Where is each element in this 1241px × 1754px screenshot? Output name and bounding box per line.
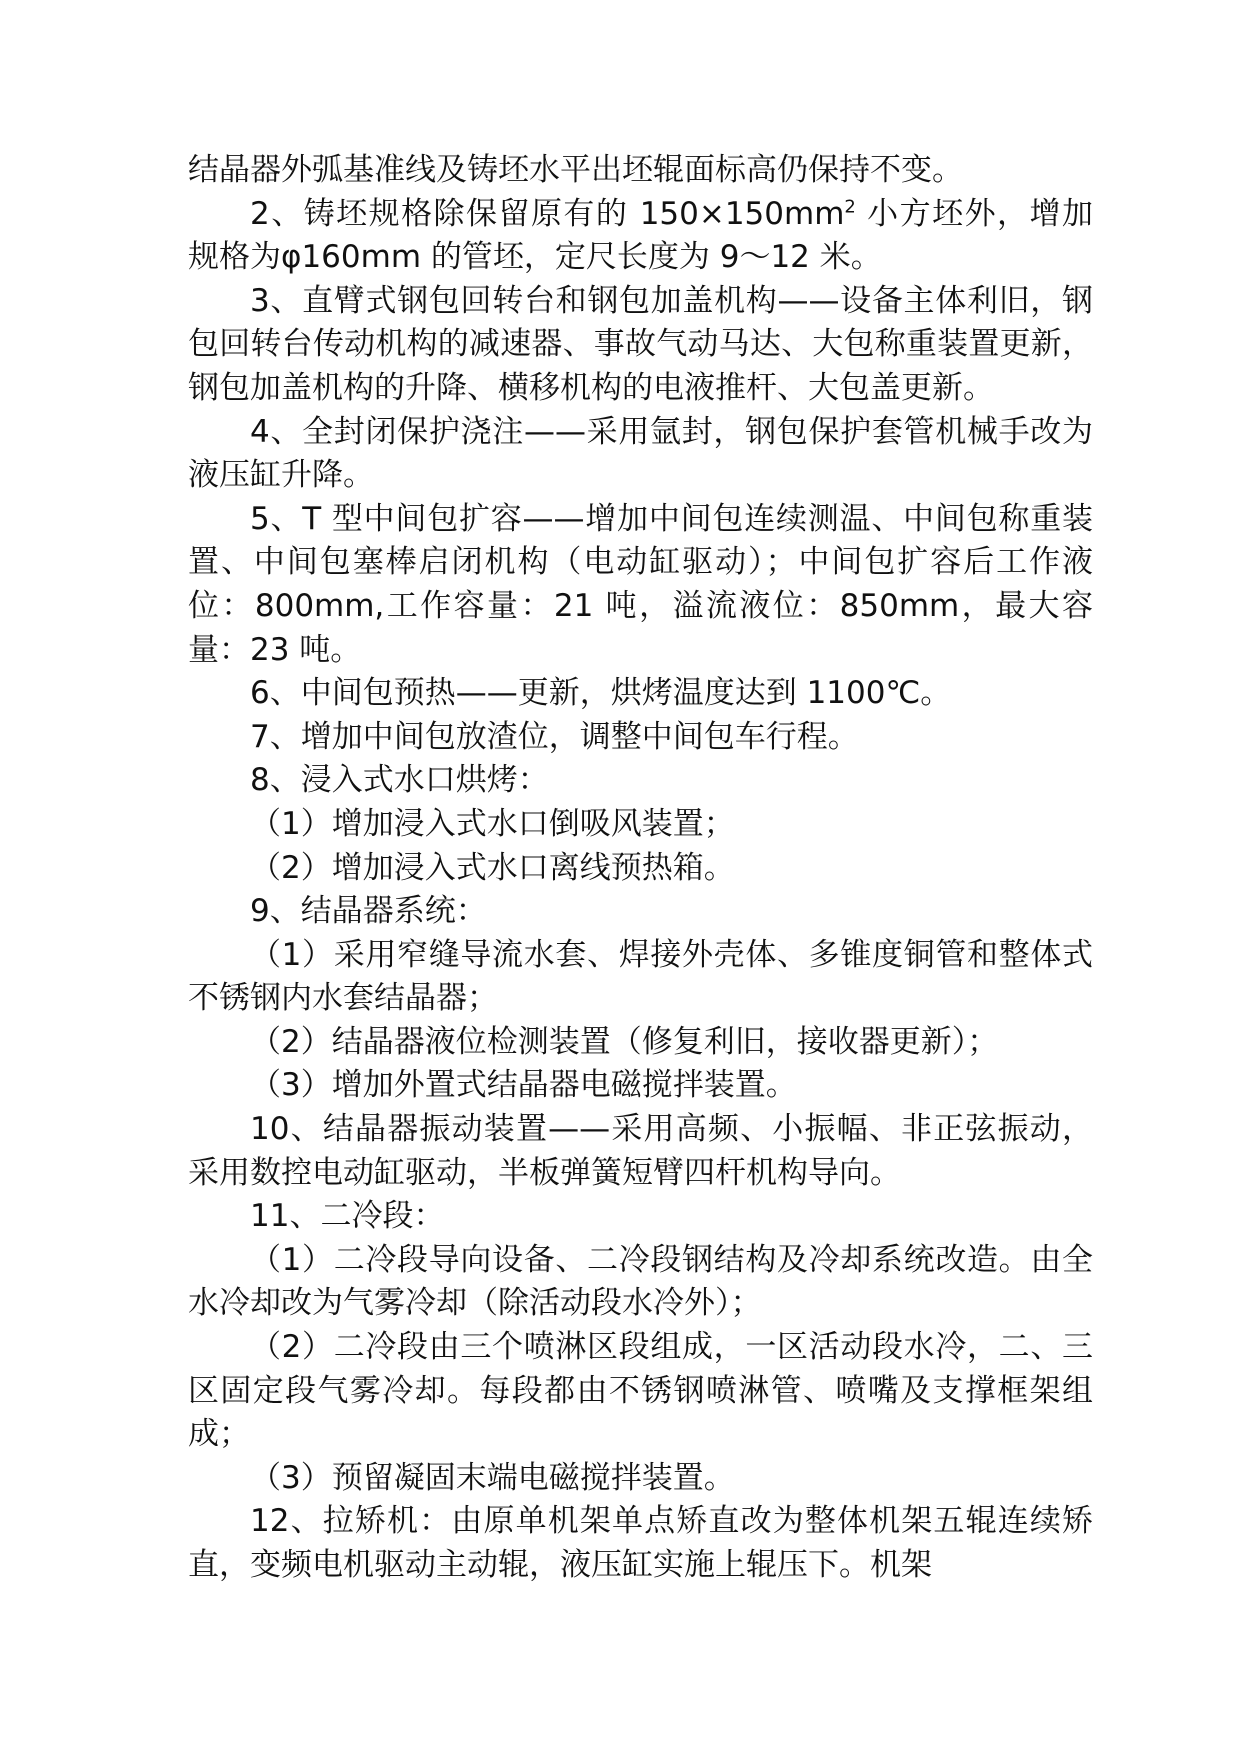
paragraph-secondary-cooling: 11、二冷段： (250, 1198, 445, 1235)
list-item: （1）增加浸入式水口倒吸风装置； (250, 805, 735, 842)
paragraph-slag-position: 7、增加中间包放渣位，调整中间包车行程。 (250, 718, 859, 755)
document-page (188, 149, 1093, 1588)
list-item: （1）采用窄缝导流水套、焊接外壳体、多锥度铜管和整体式不锈钢内水套结晶器； (188, 936, 1093, 1017)
list-item: （2）增加浸入式水口离线预热箱。 (250, 849, 735, 886)
paragraph-protection-casting: 4、全封闭保护浇注——采用氩封，钢包保护套管机械手改为液压缸升降。 (188, 413, 1093, 494)
list-item: （3）预留凝固末端电磁搅拌装置。 (250, 1459, 735, 1496)
billet-spec-text-after: 小方坯外，增加规格为φ160mm 的管坯，定尺长度为 9～12 米。 (188, 195, 1093, 276)
list-item: （3）增加外置式结晶器电磁搅拌装置。 (250, 1067, 797, 1104)
paragraph-withdrawal-straightener: 12、拉矫机：由原单机架单点矫直改为整体机架五辊连续矫直，变频电机驱动主动辊，液压缸实施上辊压下。机架 (188, 1503, 1093, 1583)
paragraph-tundish-expansion: 5、T 型中间包扩容——增加中间包连续测温、中间包称重装置、中间包塞棒启闭机构（电动缸驱动）；中间包扩容后工作液位：800mm,工作容量：21 吨，溢流液位：850mm，最大容量：23 吨。 (188, 500, 1093, 668)
billet-spec-text-before: 2、铸坯规格除保留原有的 150×150mm (250, 195, 845, 232)
paragraph-mold-oscillation: 10、结晶器振动装置——采用高频、小振幅、非正弦振动，采用数控电动缸驱动，半板弹簧短臂四杆机构导向。 (188, 1111, 1093, 1191)
paragraph-mold-system: 9、结晶器系统： (250, 893, 487, 930)
paragraph-billet-spec (188, 193, 1093, 280)
list-item: （2）结晶器液位检测装置（修复利旧，接收器更新）； (250, 1023, 999, 1060)
paragraph-continuation: 结晶器外弧基准线及铸坯水平出坯辊面标高仍保持不变。 (188, 152, 963, 188)
paragraph-nozzle-baking: 8、浸入式水口烘烤： (250, 762, 549, 799)
paragraph-tundish-preheat: 6、中间包预热——更新，烘烤温度达到 1100℃。 (250, 675, 952, 712)
list-item: （2）二冷段由三个喷淋区段组成，一区活动段水冷，二、三区固定段气雾冷却。每段都由不锈钢喷淋管、喷嘴及支撑框架组成； (188, 1329, 1093, 1453)
paragraph-ladle-turret: 3、直臂式钢包回转台和钢包加盖机构——设备主体利旧，钢包回转台传动机构的减速器、事故气动马达、大包称重装置更新，钢包加盖机构的升降、横移机构的电液推杆、大包盖更新。 (188, 282, 1093, 406)
superscript: 2 (844, 196, 856, 218)
list-item: （1）二冷段导向设备、二冷段钢结构及冷却系统改造。由全水冷却改为气雾冷却（除活动段水冷外）； (188, 1241, 1093, 1322)
